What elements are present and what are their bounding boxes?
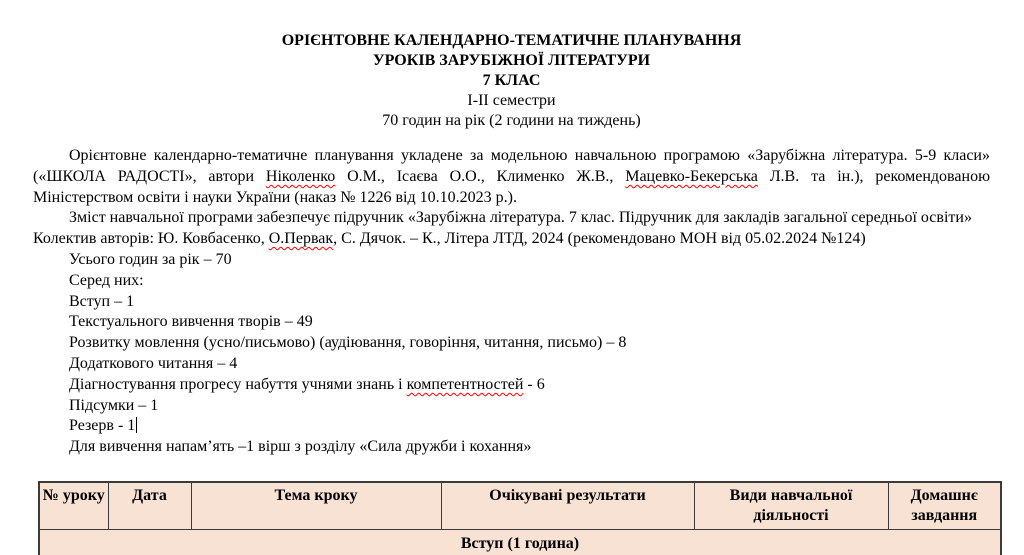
spell-error-text: Ніколенко — [265, 167, 336, 185]
text-run: Л.В. та ін.), рекомендованою Міністерством освіти і науки України (наказ № 1226 від 10.10.2023 р.). — [33, 167, 991, 206]
stat-line-diagnostics — [33, 375, 990, 396]
text-cursor — [136, 417, 137, 433]
intro-paragraph-authors — [33, 229, 990, 250]
col-header-topic: Тема кроку — [191, 482, 441, 530]
title-line-main: ОРІЄНТОВНЕ КАЛЕНДАРНО-ТЕМАТИЧНЕ ПЛАНУВАННЯ — [281, 32, 742, 49]
text-run: О.М., Ісаєва О.О., Клименко Ж.В., — [335, 167, 626, 185]
text-run: - 6 — [523, 375, 545, 393]
text-run: , С. Дячок. – К., Літера ЛТД, 2024 (рекомендовано МОН від 05.02.2024 №124) — [333, 230, 866, 248]
stat-line-textual-study — [33, 312, 990, 333]
stat-line-summary — [33, 396, 990, 417]
planning-table — [38, 481, 1002, 555]
stat-line-reserve — [33, 416, 990, 437]
table-header-row — [39, 482, 1001, 530]
intro-paragraph-program — [33, 146, 990, 208]
title-line-semesters: І-ІІ семестри — [467, 92, 556, 109]
text-run: Колектив авторів: Ю. Ковбасенко, — [33, 230, 269, 248]
spell-error-text: О.Первак — [268, 230, 334, 248]
text-run: Серед них: — [69, 271, 144, 289]
text-run: Підсумки – 1 — [69, 396, 159, 414]
text-run: Розвитку мовлення (усно/письмово) (аудіювання, говоріння, читання, письмо) – 8 — [69, 334, 627, 352]
stat-line-memorize — [33, 437, 990, 458]
spell-error-text: Мацевко-Бекерська — [625, 167, 758, 185]
table-section-row — [39, 530, 1001, 555]
stat-line-total-hours — [33, 250, 990, 271]
text-run: Резерв - 1 — [69, 417, 136, 435]
title-line-subject: УРОКІВ ЗАРУБІЖНОЇ ЛІТЕРАТУРИ — [372, 52, 651, 69]
text-run: Зміст навчальної програми забезпечує підручник «Зарубіжна література. 7 клас. Підручник для закладів загальної середньої освіти» — [69, 209, 972, 227]
col-header-lesson-number: № уроку — [39, 482, 108, 530]
col-header-homework: Домашнє завдання — [888, 482, 1001, 530]
stat-line-among-them — [33, 271, 990, 292]
intro-paragraph-textbook — [33, 208, 990, 229]
document-title — [33, 31, 990, 131]
section-row-label: Вступ (1 година) — [39, 530, 1001, 555]
document-body — [33, 146, 990, 458]
text-run: Діагностування прогресу набуття учнями знань і — [69, 375, 407, 393]
title-line-grade: 7 КЛАС — [482, 72, 541, 89]
text-run: Для вивчення напам’ять –1 вірш з розділу «Сила дружби і кохання» — [69, 438, 532, 456]
spell-error-text: компетентностей — [406, 375, 524, 393]
stat-line-speech-development — [33, 333, 990, 354]
stat-line-additional-reading — [33, 354, 990, 375]
text-run: Додаткового читання – 4 — [69, 354, 238, 372]
stat-line-intro — [33, 292, 990, 313]
col-header-activity-types: Види навчальної діяльності — [694, 482, 888, 530]
text-run: Усього годин за рік – 70 — [69, 250, 232, 268]
text-run: Вступ – 1 — [69, 292, 135, 310]
col-header-expected-results: Очікувані результати — [441, 482, 694, 530]
text-run: Текстуального вивчення творів – 49 — [69, 313, 313, 331]
col-header-date: Дата — [108, 482, 191, 530]
text-run: Орієнтовне календарно-тематичне планування укладене за модельною навчальною програмою «Зарубіжна література. 5-9 класи» («ШКОЛА РАДОСТІ», автори — [33, 147, 990, 185]
title-line-hours: 70 годин на рік (2 години на тиждень) — [382, 112, 641, 129]
